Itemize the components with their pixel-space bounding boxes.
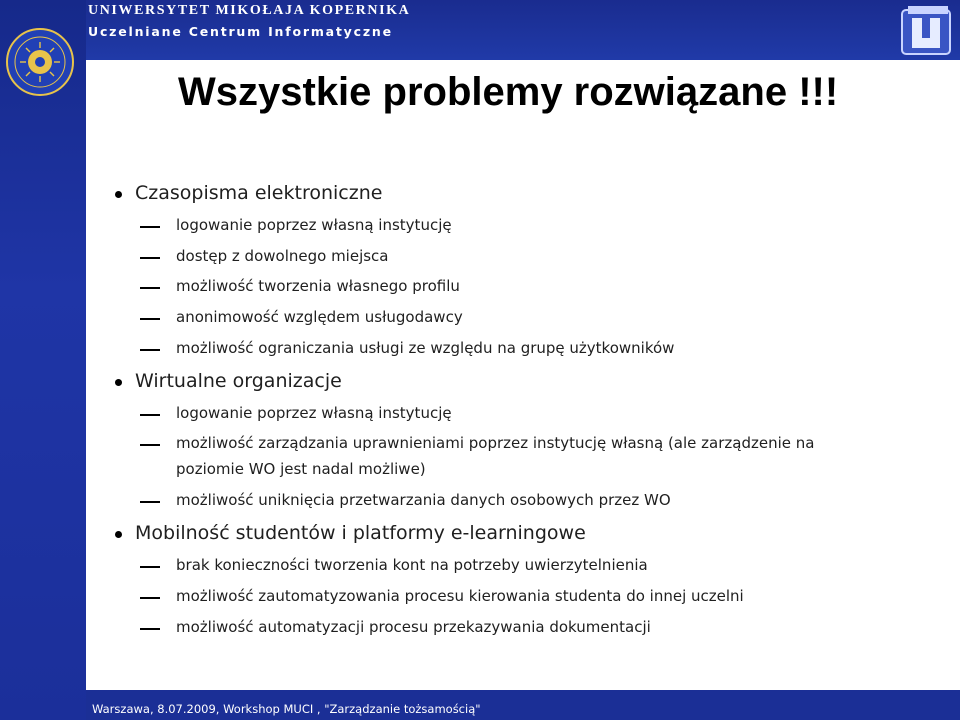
sub-text: brak konieczności tworzenia kont na potrzeby uwierzytelnienia <box>176 556 648 574</box>
sub-text: możliwość automatyzacji procesu przekazywania dokumentacji <box>176 618 651 636</box>
content-panel <box>86 60 960 690</box>
bullet-text: Mobilność studentów i platformy e-learningowe <box>135 522 586 544</box>
umk-logo-icon <box>898 2 954 58</box>
bullet-text: Czasopisma elektroniczne <box>135 182 383 204</box>
sub-text: dostęp z dowolnego miejsca <box>176 247 389 265</box>
university-name: UNIWERSYTET MIKOŁAJA KOPERNIKA <box>88 3 411 18</box>
sub-text: możliwość tworzenia własnego profilu <box>176 277 460 295</box>
sub-text: anonimowość względem usługodawcy <box>176 308 463 326</box>
unit-name: Uczelniane Centrum Informatyczne <box>88 24 393 39</box>
bullet-text: Wirtualne organizacje <box>135 370 342 392</box>
sub-text: możliwość zarządzania uprawnieniami poprzez instytucję własną (ale zarządzenie na <box>176 434 815 452</box>
sub-text: możliwość uniknięcia przetwarzania danych osobowych przez WO <box>176 491 671 509</box>
slide-title: Wszystkie problemy rozwiązane !!! <box>178 70 839 114</box>
sub-text: poziomie WO jest nadal możliwe) <box>176 460 426 478</box>
sub-text: możliwość ograniczania usługi ze względu na grupę użytkowników <box>176 339 675 357</box>
footer-text: Warszawa, 8.07.2009, Workshop MUCI , "Zarządzanie tożsamością" <box>92 702 481 716</box>
sub-text: możliwość zautomatyzowania procesu kierowania studenta do innej uczelni <box>176 587 744 605</box>
university-seal-icon <box>6 28 74 96</box>
left-band <box>0 0 86 720</box>
sub-text: logowanie poprzez własną instytucję <box>176 404 452 422</box>
sub-text: logowanie poprzez własną instytucję <box>176 216 452 234</box>
